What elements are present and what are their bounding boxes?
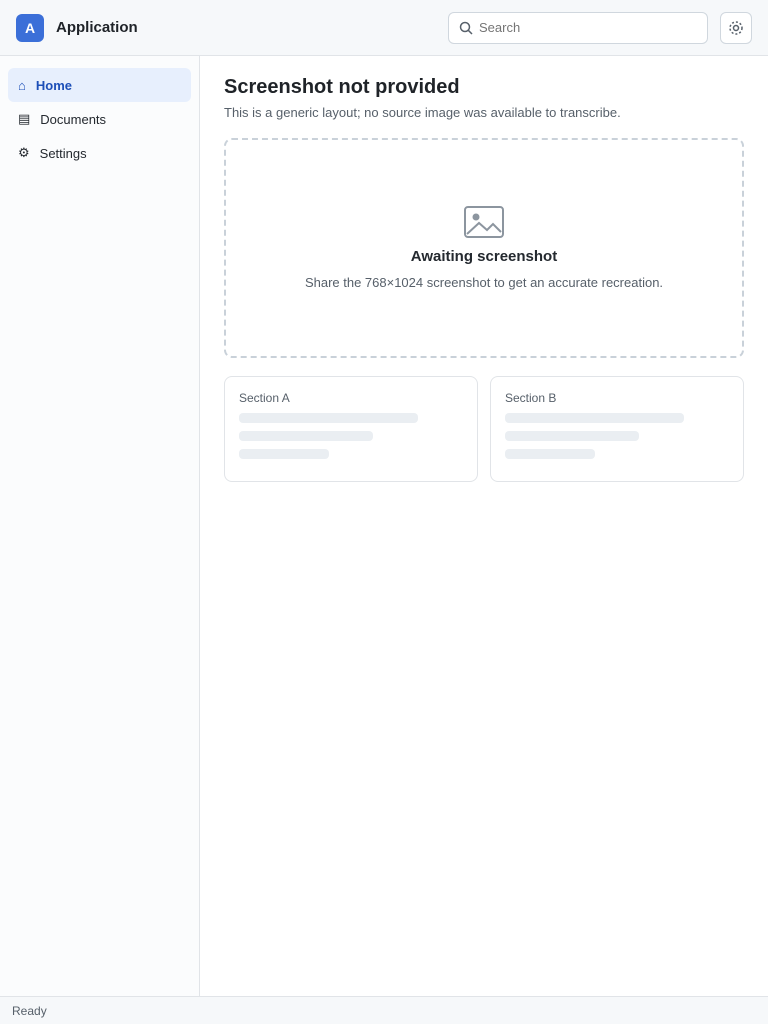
placeholder-body: Share the 768×1024 screenshot to get an accurate recreation. [304, 275, 664, 290]
sidebar-item-label: Documents [40, 111, 107, 127]
status-text: Ready [12, 1003, 47, 1018]
gear-icon [728, 20, 744, 36]
document-icon: ▤ [18, 111, 31, 126]
skeleton-line [239, 413, 418, 423]
skeleton-line [505, 431, 639, 441]
skeleton-line [239, 431, 373, 441]
page-title: Screenshot not provided [224, 76, 460, 98]
image-icon [464, 206, 504, 238]
home-icon: ⌂ [18, 77, 26, 93]
skeleton-line [505, 413, 684, 423]
settings-button[interactable] [720, 12, 752, 44]
search-input[interactable] [479, 20, 697, 35]
section-card [490, 376, 744, 482]
page-subtitle: This is a generic layout; no source image was available to transcribe. [224, 105, 621, 120]
brand-logo: A [16, 14, 44, 42]
skeleton-line [505, 449, 595, 459]
search-box[interactable] [448, 12, 708, 44]
top-bar [0, 0, 768, 56]
status-bar [0, 996, 768, 1024]
section-card [224, 376, 478, 482]
sidebar-item-label: Settings [39, 145, 87, 161]
screenshot-placeholder [224, 138, 744, 358]
sidebar-item-settings[interactable] [8, 136, 191, 170]
main-content [200, 56, 768, 996]
card-label: Section B [505, 391, 557, 405]
gear-icon: ⚙ [18, 145, 30, 160]
sidebar-item-home[interactable] [8, 68, 191, 102]
skeleton-line [239, 449, 329, 459]
placeholder-heading: Awaiting screenshot [410, 248, 558, 265]
app-title: Application [56, 19, 138, 36]
sidebar-item-label: Home [35, 77, 72, 93]
search-icon [459, 21, 473, 35]
card-label: Section A [239, 391, 290, 405]
card-grid [224, 376, 744, 482]
sidebar-item-documents[interactable] [8, 102, 191, 136]
sidebar [0, 56, 200, 996]
body [0, 56, 768, 996]
